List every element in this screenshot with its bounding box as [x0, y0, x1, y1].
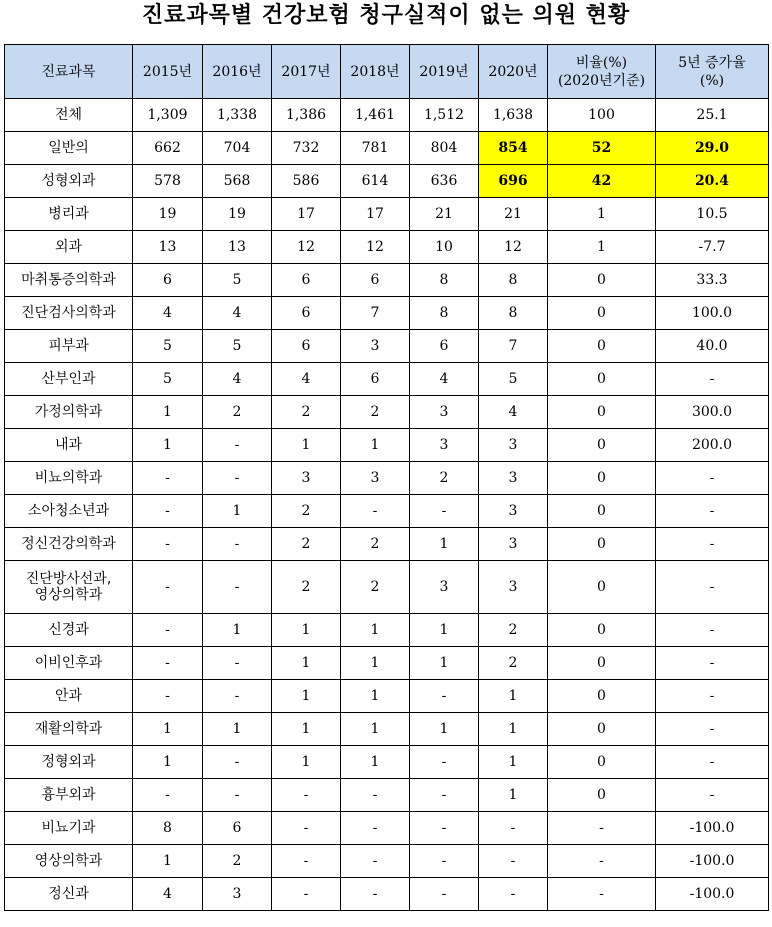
y2015-cell: 1,309 [133, 99, 203, 132]
y2019-cell: 1 [410, 647, 479, 680]
y2018-cell: 1,461 [341, 99, 410, 132]
y2020-cell: 1 [479, 779, 548, 812]
y2017-cell: 6 [272, 330, 341, 363]
ratio-cell: 0 [548, 528, 656, 561]
growth-cell: 25.1 [656, 99, 769, 132]
table-row [5, 614, 769, 647]
dept-cell: 재활의학과 [5, 713, 133, 746]
y2015-cell: 1 [133, 845, 203, 878]
y2017-cell: 1 [272, 647, 341, 680]
y2018-cell: 614 [341, 165, 410, 198]
y2018-cell: 3 [341, 462, 410, 495]
y2018-cell: 2 [341, 396, 410, 429]
table-row [5, 561, 769, 614]
y2017-cell: - [272, 779, 341, 812]
y2018-cell: 1 [341, 647, 410, 680]
ratio-cell: 100 [548, 99, 656, 132]
growth-cell: - [656, 363, 769, 396]
growth-cell: - [656, 779, 769, 812]
y2015-cell: - [133, 680, 203, 713]
y2017-cell: - [272, 812, 341, 845]
ratio-cell: 0 [548, 363, 656, 396]
y2020-cell: 3 [479, 429, 548, 462]
dept-cell: 마취통증의학과 [5, 264, 133, 297]
y2015-cell: 13 [133, 231, 203, 264]
y2015-cell: 8 [133, 812, 203, 845]
table-row [5, 713, 769, 746]
y2020-cell: 1 [479, 746, 548, 779]
growth-cell: -7.7 [656, 231, 769, 264]
y2018-cell: 17 [341, 198, 410, 231]
growth-cell: 200.0 [656, 429, 769, 462]
growth-cell: 33.3 [656, 264, 769, 297]
y2015-cell: 578 [133, 165, 203, 198]
y2018-cell: 6 [341, 264, 410, 297]
growth-cell: 29.0 [656, 132, 769, 165]
y2019-cell: 1 [410, 528, 479, 561]
y2016-cell: 5 [203, 264, 272, 297]
y2018-cell: 1 [341, 680, 410, 713]
ratio-cell: 42 [548, 165, 656, 198]
y2016-cell: 5 [203, 330, 272, 363]
y2018-cell: 1 [341, 746, 410, 779]
header-2017: 2017년 [272, 45, 341, 99]
y2016-cell: 1 [203, 495, 272, 528]
header-growth [656, 45, 769, 99]
y2017-cell: 1 [272, 614, 341, 647]
growth-cell: - [656, 647, 769, 680]
growth-cell: 100.0 [656, 297, 769, 330]
dept-cell: 내과 [5, 429, 133, 462]
y2020-cell: 696 [479, 165, 548, 198]
y2020-cell: - [479, 845, 548, 878]
ratio-cell: 0 [548, 779, 656, 812]
ratio-cell: 1 [548, 198, 656, 231]
y2015-cell: - [133, 462, 203, 495]
growth-cell: - [656, 495, 769, 528]
y2019-cell: - [410, 845, 479, 878]
y2016-cell: 1 [203, 713, 272, 746]
y2020-cell: 2 [479, 614, 548, 647]
dept-cell: 병리과 [5, 198, 133, 231]
y2017-cell: 2 [272, 561, 341, 614]
y2019-cell: 4 [410, 363, 479, 396]
dept-cell: 전체 [5, 99, 133, 132]
header-row [5, 45, 769, 99]
y2015-cell: 4 [133, 297, 203, 330]
ratio-cell: 0 [548, 495, 656, 528]
growth-cell: - [656, 713, 769, 746]
dept-cell: 영상의학과 [5, 845, 133, 878]
y2018-cell: 12 [341, 231, 410, 264]
y2020-cell: - [479, 812, 548, 845]
y2015-cell: 4 [133, 878, 203, 911]
growth-cell: -100.0 [656, 845, 769, 878]
y2020-cell: 3 [479, 528, 548, 561]
y2016-cell: 19 [203, 198, 272, 231]
header-2016: 2016년 [203, 45, 272, 99]
y2020-cell: 4 [479, 396, 548, 429]
table-row [5, 396, 769, 429]
table-row [5, 429, 769, 462]
y2016-cell: - [203, 680, 272, 713]
y2016-cell: - [203, 647, 272, 680]
growth-cell: 20.4 [656, 165, 769, 198]
dept-label-line2: 영상의학과 [34, 587, 103, 603]
y2019-cell: 21 [410, 198, 479, 231]
dept-cell: 비뇨의학과 [5, 462, 133, 495]
dept-cell: 산부인과 [5, 363, 133, 396]
dept-cell: 가정의학과 [5, 396, 133, 429]
y2020-cell: 2 [479, 647, 548, 680]
y2019-cell: 1 [410, 614, 479, 647]
y2019-cell: - [410, 495, 479, 528]
table-row [5, 647, 769, 680]
y2020-cell: 854 [479, 132, 548, 165]
header-2020: 2020년 [479, 45, 548, 99]
table-row [5, 198, 769, 231]
ratio-cell: 0 [548, 746, 656, 779]
y2017-cell: 3 [272, 462, 341, 495]
growth-cell: - [656, 462, 769, 495]
y2020-cell: 3 [479, 495, 548, 528]
y2015-cell: - [133, 561, 203, 614]
y2016-cell: 13 [203, 231, 272, 264]
stats-table [4, 44, 769, 911]
y2017-cell: - [272, 878, 341, 911]
y2019-cell: 3 [410, 429, 479, 462]
ratio-cell: 52 [548, 132, 656, 165]
y2018-cell: 3 [341, 330, 410, 363]
dept-cell: 소아청소년과 [5, 495, 133, 528]
table-body [5, 99, 769, 911]
y2015-cell: - [133, 779, 203, 812]
ratio-cell: 0 [548, 561, 656, 614]
y2017-cell: - [272, 845, 341, 878]
growth-cell: - [656, 528, 769, 561]
table-row [5, 779, 769, 812]
y2017-cell: 17 [272, 198, 341, 231]
table-row [5, 845, 769, 878]
y2016-cell: 6 [203, 812, 272, 845]
y2016-cell: 4 [203, 297, 272, 330]
growth-cell: 10.5 [656, 198, 769, 231]
table-row [5, 812, 769, 845]
y2017-cell: 2 [272, 396, 341, 429]
y2018-cell: 1 [341, 429, 410, 462]
page-title: 진료과목별 건강보험 청구실적이 없는 의원 현황 [141, 3, 631, 28]
table-header [5, 45, 769, 99]
dept-cell: 정형외과 [5, 746, 133, 779]
dept-cell: 신경과 [5, 614, 133, 647]
y2020-cell: 7 [479, 330, 548, 363]
y2015-cell: 662 [133, 132, 203, 165]
table-row [5, 746, 769, 779]
ratio-cell: 0 [548, 396, 656, 429]
growth-cell: -100.0 [656, 812, 769, 845]
growth-cell: 40.0 [656, 330, 769, 363]
y2016-cell: - [203, 779, 272, 812]
ratio-cell: 0 [548, 647, 656, 680]
y2019-cell: - [410, 746, 479, 779]
y2015-cell: 5 [133, 330, 203, 363]
y2016-cell: - [203, 462, 272, 495]
growth-cell: - [656, 561, 769, 614]
y2018-cell: 7 [341, 297, 410, 330]
y2018-cell: - [341, 812, 410, 845]
y2019-cell: 804 [410, 132, 479, 165]
y2017-cell: 732 [272, 132, 341, 165]
y2020-cell: 8 [479, 297, 548, 330]
y2020-cell: 1,638 [479, 99, 548, 132]
dept-cell: 흉부외과 [5, 779, 133, 812]
y2016-cell: - [203, 429, 272, 462]
table-row [5, 330, 769, 363]
table-row [5, 297, 769, 330]
y2019-cell: 8 [410, 264, 479, 297]
table-row [5, 495, 769, 528]
y2020-cell: 8 [479, 264, 548, 297]
y2015-cell: 1 [133, 746, 203, 779]
y2019-cell: 2 [410, 462, 479, 495]
y2019-cell: 10 [410, 231, 479, 264]
y2015-cell: 19 [133, 198, 203, 231]
y2015-cell: 1 [133, 396, 203, 429]
ratio-cell: 0 [548, 462, 656, 495]
y2020-cell: - [479, 878, 548, 911]
ratio-cell: 0 [548, 264, 656, 297]
table-row [5, 231, 769, 264]
header-growth-line2: (%) [699, 72, 725, 89]
y2017-cell: 6 [272, 264, 341, 297]
ratio-cell: 0 [548, 429, 656, 462]
y2019-cell: - [410, 878, 479, 911]
ratio-cell: - [548, 878, 656, 911]
y2019-cell: 8 [410, 297, 479, 330]
y2017-cell: 586 [272, 165, 341, 198]
y2015-cell: 1 [133, 713, 203, 746]
y2017-cell: 2 [272, 495, 341, 528]
header-2015: 2015년 [133, 45, 203, 99]
y2019-cell: - [410, 812, 479, 845]
dept-cell [5, 561, 133, 614]
dept-cell: 성형외과 [5, 165, 133, 198]
header-growth-line1: 5년 증가율 [678, 54, 746, 71]
ratio-cell: 0 [548, 713, 656, 746]
y2020-cell: 1 [479, 680, 548, 713]
dept-cell: 일반의 [5, 132, 133, 165]
ratio-cell: 1 [548, 231, 656, 264]
y2020-cell: 5 [479, 363, 548, 396]
table-row [5, 878, 769, 911]
y2020-cell: 12 [479, 231, 548, 264]
ratio-cell: - [548, 812, 656, 845]
dept-cell: 피부과 [5, 330, 133, 363]
table-row [5, 363, 769, 396]
y2017-cell: 1 [272, 680, 341, 713]
y2019-cell: 3 [410, 396, 479, 429]
y2017-cell: 1,386 [272, 99, 341, 132]
y2019-cell: 1 [410, 713, 479, 746]
y2016-cell: - [203, 746, 272, 779]
y2019-cell: 6 [410, 330, 479, 363]
y2017-cell: 6 [272, 297, 341, 330]
y2020-cell: 3 [479, 561, 548, 614]
y2017-cell: 1 [272, 429, 341, 462]
table-row [5, 462, 769, 495]
y2016-cell: 1,338 [203, 99, 272, 132]
y2019-cell: - [410, 680, 479, 713]
table-row [5, 165, 769, 198]
dept-cell: 외과 [5, 231, 133, 264]
y2020-cell: 1 [479, 713, 548, 746]
y2018-cell: - [341, 495, 410, 528]
y2018-cell: - [341, 878, 410, 911]
ratio-cell: 0 [548, 297, 656, 330]
y2016-cell: - [203, 561, 272, 614]
dept-cell: 정신건강의학과 [5, 528, 133, 561]
growth-cell: -100.0 [656, 878, 769, 911]
header-ratio-line1: 비율(%) [575, 54, 628, 71]
y2017-cell: 12 [272, 231, 341, 264]
y2015-cell: - [133, 528, 203, 561]
y2020-cell: 3 [479, 462, 548, 495]
y2017-cell: 4 [272, 363, 341, 396]
header-ratio [548, 45, 656, 99]
y2017-cell: 1 [272, 746, 341, 779]
dept-cell: 진단검사의학과 [5, 297, 133, 330]
ratio-cell: 0 [548, 680, 656, 713]
dept-cell: 비뇨기과 [5, 812, 133, 845]
header-2018: 2018년 [341, 45, 410, 99]
header-2019: 2019년 [410, 45, 479, 99]
y2015-cell: 5 [133, 363, 203, 396]
table-row [5, 132, 769, 165]
growth-cell: - [656, 680, 769, 713]
dept-cell: 정신과 [5, 878, 133, 911]
y2017-cell: 2 [272, 528, 341, 561]
table-row [5, 264, 769, 297]
table-row [5, 680, 769, 713]
dept-cell: 안과 [5, 680, 133, 713]
y2016-cell: 1 [203, 614, 272, 647]
y2018-cell: 6 [341, 363, 410, 396]
dept-cell: 이비인후과 [5, 647, 133, 680]
y2018-cell: - [341, 845, 410, 878]
ratio-cell: - [548, 845, 656, 878]
y2019-cell: - [410, 779, 479, 812]
header-dept: 진료과목 [5, 45, 133, 99]
y2016-cell: 2 [203, 396, 272, 429]
y2015-cell: - [133, 614, 203, 647]
y2018-cell: - [341, 779, 410, 812]
y2019-cell: 3 [410, 561, 479, 614]
y2018-cell: 1 [341, 614, 410, 647]
y2018-cell: 781 [341, 132, 410, 165]
y2015-cell: 6 [133, 264, 203, 297]
y2018-cell: 1 [341, 713, 410, 746]
table-row [5, 528, 769, 561]
growth-cell: - [656, 614, 769, 647]
y2020-cell: 21 [479, 198, 548, 231]
y2016-cell: 2 [203, 845, 272, 878]
dept-label: 진단방사선과, [25, 571, 112, 587]
table-row [5, 99, 769, 132]
header-ratio-line2: (2020년기준) [557, 72, 646, 89]
y2019-cell: 636 [410, 165, 479, 198]
ratio-cell: 0 [548, 330, 656, 363]
y2019-cell: 1,512 [410, 99, 479, 132]
y2016-cell: 568 [203, 165, 272, 198]
ratio-cell: 0 [548, 614, 656, 647]
growth-cell: - [656, 746, 769, 779]
y2016-cell: 704 [203, 132, 272, 165]
y2016-cell: - [203, 528, 272, 561]
y2016-cell: 4 [203, 363, 272, 396]
y2015-cell: - [133, 495, 203, 528]
y2017-cell: 1 [272, 713, 341, 746]
y2016-cell: 3 [203, 878, 272, 911]
y2015-cell: 1 [133, 429, 203, 462]
growth-cell: 300.0 [656, 396, 769, 429]
y2018-cell: 2 [341, 528, 410, 561]
y2015-cell: - [133, 647, 203, 680]
y2018-cell: 2 [341, 561, 410, 614]
